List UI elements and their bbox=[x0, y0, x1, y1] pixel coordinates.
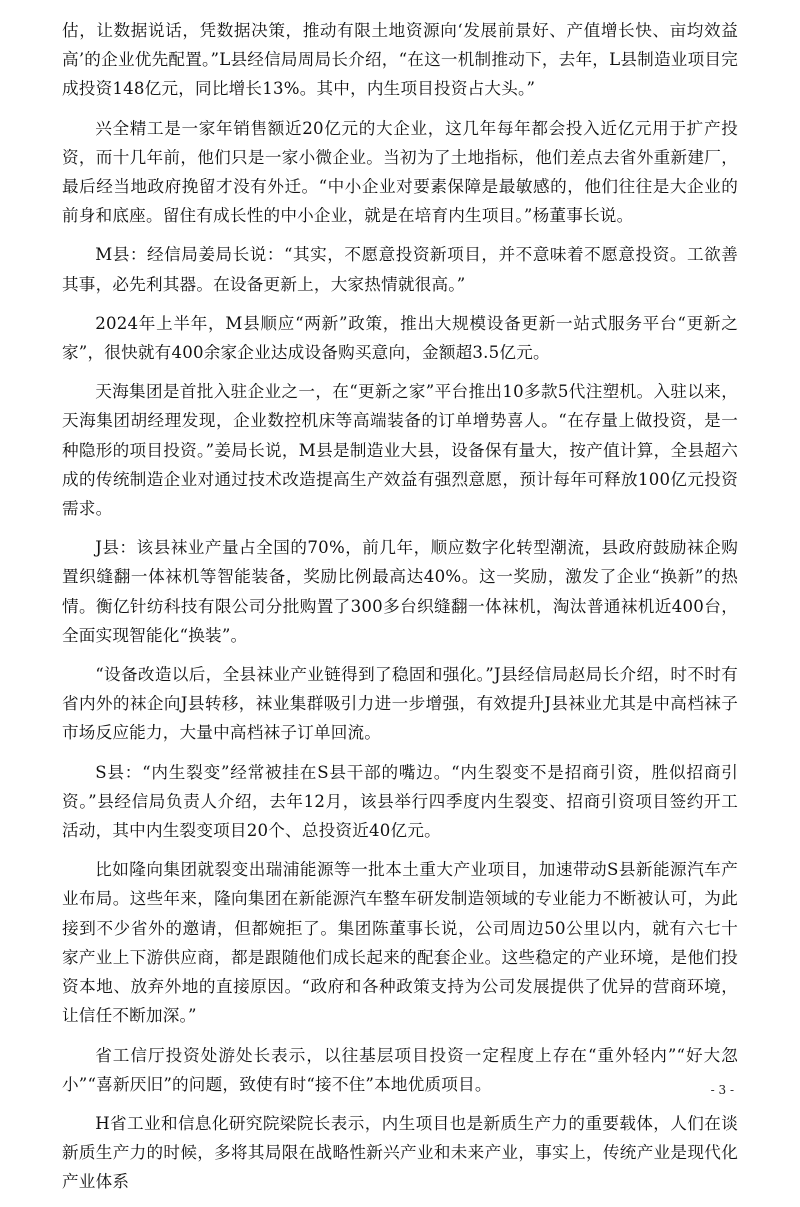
paragraph-8: S县：“内生裂变”经常被挂在S县干部的嘴边。“内生裂变不是招商引资，胜似招商引资。”县经信局负责人介绍，去年12月，该县举行四季度内生裂变、招商引资项目签约开工活动，其中内生裂变项目20个、总投资近40亿元。 bbox=[62, 762, 738, 841]
paragraph-11: H省工业和信息化研究院梁院长表示，内生项目也是新质生产力的重要载体，人们在谈新质生产力的时候，多将其局限在战略性新兴产业和未来产业，事实上，传统产业是现代化产业体系 bbox=[62, 1113, 738, 1192]
document-page bbox=[62, 16, 738, 1207]
paragraph-1: 估，让数据说话，凭数据决策，推动有限土地资源向‘发展前景好、产值增长快、亩均效益高’的企业优先配置。”L县经信局周局长介绍，“在这一机制推动下，去年，L县制造业项目完成投资148亿元，同比增长13%。其中，内生项目投资占大头。” bbox=[62, 21, 738, 99]
paragraph-7: “设备改造以后，全县袜业产业链得到了稳固和强化。”J县经信局赵局长介绍，时不时有省内外的袜企向J县转移，袜业集群吸引力进一步增强，有效提升J县袜业尤其是中高档袜子市场反应能力，大量中高档袜子订单回流。 bbox=[62, 665, 738, 743]
paragraph-3: M县：经信局姜局长说：“其实，不愿意投资新项目，并不意味着不愿意投资。工欲善其事，必先利其器。在设备更新上，大家热情就很高。” bbox=[62, 245, 738, 294]
paragraph-5: 天海集团是首批入驻企业之一，在“更新之家”平台推出10多款5代注塑机。入驻以来，天海集团胡经理发现，企业数控机床等高端装备的订单增势喜人。“在存量上做投资，是一种隐形的项目投资。”姜局长说，M县是制造业大县，设备保有量大，按产值计算，全县超六成的传统制造企业对通过技术改造提高生产效益有强烈意愿，预计每年可释放100亿元投资需求。 bbox=[62, 382, 738, 519]
paragraph-10: 省工信厅投资处游处长表示，以往基层项目投资一定程度上存在“重外轻内”“好大忽小”“喜新厌旧”的问题，致使有时“接不住”本地优质项目。 bbox=[62, 1045, 738, 1094]
paragraph-4: 2024年上半年，M县顺应“两新”政策，推出大规模设备更新一站式服务平台“更新之家”，很快就有400余家企业达成设备购买意向，金额超3.5亿元。 bbox=[62, 313, 738, 363]
page-number: - 3 - bbox=[710, 1083, 734, 1097]
paragraph-9: 比如隆向集团就裂变出瑞浦能源等一批本土重大产业项目，加速带动S县新能源汽车产业布局。这些年来，隆向集团在新能源汽车整车研发制造领域的专业能力不断被认可，为此接到不少省外的邀请，但都婉拒了。集团陈董事长说，公司周边50公里以内，就有六七十家产业上下游供应商，都是跟随他们成长起来的配套企业。这些稳定的产业环境，是他们投资本地、放弃外地的直接原因。“政府和各种政策支持为公司发展提供了优异的营商环境，让信任不断加深。” bbox=[62, 860, 738, 1026]
paragraph-6: J县：该县袜业产量占全国的70%，前几年，顺应数字化转型潮流，县政府鼓励袜企购置织缝翻一体袜机等智能装备，奖励比例最高达40%。这一奖励，激发了企业“换新”的热情。衡亿针纺科技有限公司分批购置了300多台织缝翻一体袜机，淘汰普通袜机近400台，全面实现智能化“换装”。 bbox=[62, 538, 738, 645]
paragraph-2: 兴全精工是一家年销售额近20亿元的大企业，这几年每年都会投入近亿元用于扩产投资，而十几年前，他们只是一家小微企业。当初为了土地指标，他们差点去省外重新建厂，最后经当地政府挽留才没有外迁。“中小企业对要素保障是最敏感的，他们往往是大企业的前身和底座。留住有成长性的中小企业，就是在培育内生项目。”杨董事长说。 bbox=[62, 118, 738, 226]
